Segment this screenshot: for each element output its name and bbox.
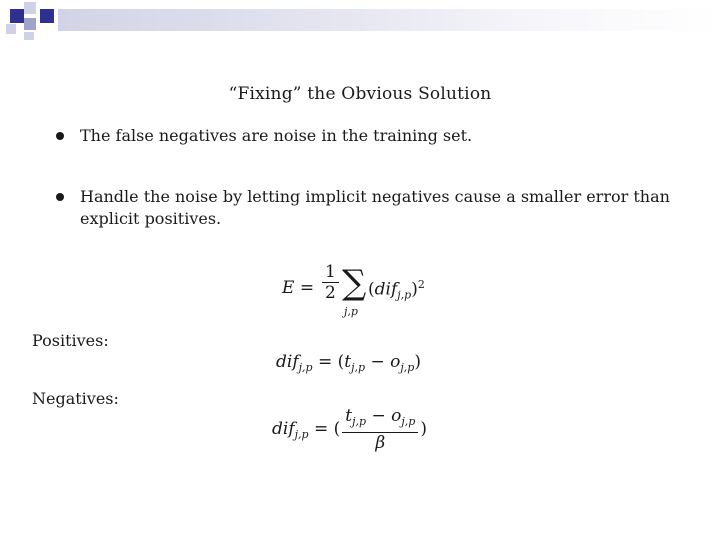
deco-square: [24, 18, 36, 30]
slide-title: “Fixing” the Obvious Solution: [228, 84, 492, 104]
bullet-dot: [56, 193, 64, 201]
header-decoration: [0, 0, 720, 40]
deco-square: [40, 9, 54, 23]
sum-index: j,p: [344, 305, 358, 318]
equation-error: E =: [282, 278, 315, 298]
equation-error-term: $(dif_{j,p})^2$: [368, 278, 425, 302]
label-positives: Positives:: [32, 331, 109, 350]
equation-negatives: dif$_{j,p}$ = ( $\frac{t_{j,p} - o_{j,p}}{\beta}$ ): [272, 406, 427, 453]
deco-square: [10, 9, 24, 23]
equation-positives: $dif_{j,p} = (t_{j,p} - o_{j,p})$: [276, 352, 421, 374]
bullet-text: The false negatives are noise in the training set.: [80, 126, 473, 145]
label-negatives: Negatives:: [32, 389, 119, 408]
deco-square: [24, 32, 34, 40]
bullet-dot: [56, 132, 64, 140]
sum-symbol: ∑: [342, 263, 367, 303]
fraction-half: $\frac{1}{2}$: [320, 262, 341, 303]
header-band: [58, 9, 720, 31]
deco-square: [24, 2, 36, 14]
deco-square: [6, 24, 16, 34]
bullet-text: Handle the noise by letting implicit negatives cause a smaller error than explicit positives.: [80, 187, 670, 228]
